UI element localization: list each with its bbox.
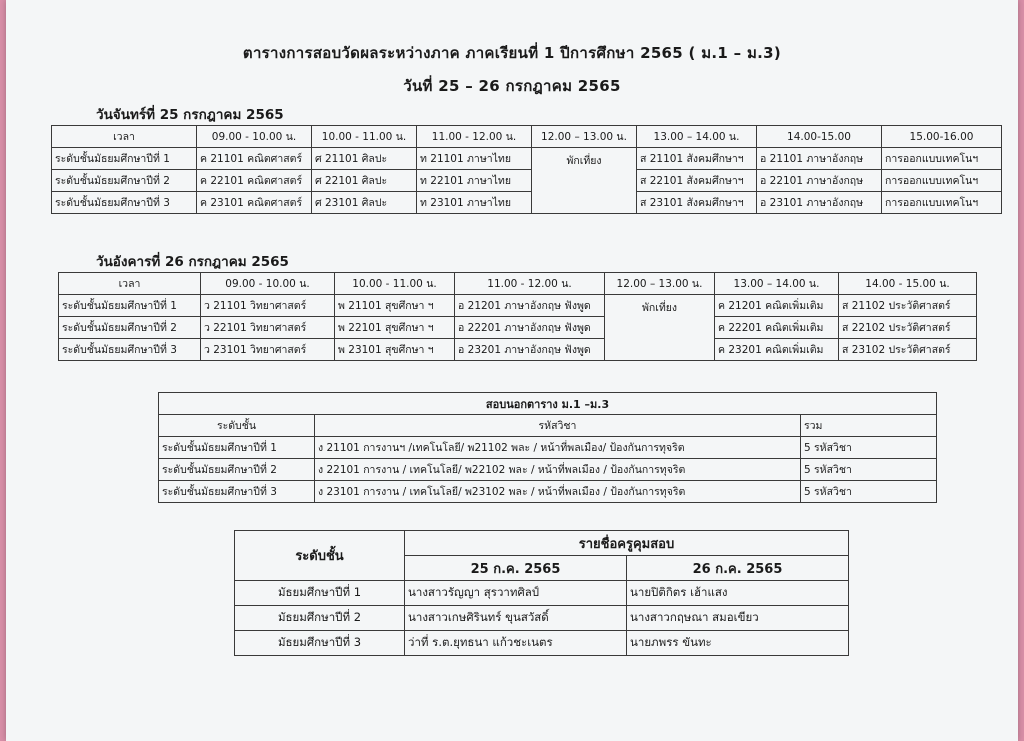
- level-cell: ระดับชั้นมัธยมศึกษาปีที่ 3: [52, 192, 197, 214]
- outside-schedule-title: สอบนอกตาราง ม.1 –ม.3: [159, 393, 937, 415]
- subject-cell: ท 21101 ภาษาไทย: [417, 148, 532, 170]
- level-cell: ระดับชั้นมัธยมศึกษาปีที่ 1: [52, 148, 197, 170]
- subject-cell: อ 22101 ภาษาอังกฤษ: [757, 170, 882, 192]
- header-cell: 14.00-15.00: [757, 126, 882, 148]
- level-cell: ระดับชั้นมัธยมศึกษาปีที่ 3: [59, 339, 201, 361]
- subject-cell: ส 23101 สังคมศึกษาฯ: [637, 192, 757, 214]
- subject-cell: ส 21102 ประวัติศาสตร์: [839, 295, 977, 317]
- day1-header-row: [52, 126, 1002, 148]
- day1-table: [51, 125, 1002, 214]
- subject-cell: ค 23101 คณิตศาสตร์: [197, 192, 312, 214]
- outside-schedule-table: [158, 392, 937, 503]
- subject-cell: ค 21201 คณิตเพิ่มเติม: [715, 295, 839, 317]
- level-cell: ระดับชั้นมัธยมศึกษาปีที่ 1: [159, 437, 315, 459]
- proctor-name-cell: นายปิติกิตร เฮ้าแสง: [627, 581, 849, 606]
- proctors-date2: 26 ก.ค. 2565: [627, 556, 849, 581]
- header-cell: เวลา: [52, 126, 197, 148]
- subject-cell: พ 22101 สุขศึกษา ฯ: [335, 317, 455, 339]
- subject-cell: ว 21101 วิทยาศาสตร์: [201, 295, 335, 317]
- subject-cell: อ 23201 ภาษาอังกฤษ ฟังพูด: [455, 339, 605, 361]
- subject-cell: ส 21101 สังคมศึกษาฯ: [637, 148, 757, 170]
- subject-cell: พ 23101 สุขศึกษา ฯ: [335, 339, 455, 361]
- subject-cell: ส 22102 ประวัติศาสตร์: [839, 317, 977, 339]
- subject-cell: อ 23101 ภาษาอังกฤษ: [757, 192, 882, 214]
- subject-cell: ศ 22101 ศิลปะ: [312, 170, 417, 192]
- document-title: ตารางการสอบวัดผลระหว่างภาค ภาคเรียนที่ 1 ปีการศึกษา 2565 ( ม.1 – ม.3): [242, 44, 782, 62]
- lunch-break-cell: พักเที่ยง: [605, 295, 715, 361]
- level-cell: มัธยมศึกษาปีที่ 3: [235, 631, 405, 656]
- header-cell: 13.00 – 14.00 น.: [637, 126, 757, 148]
- subject-cell: การออกแบบเทคโนฯ: [882, 192, 1002, 214]
- header-cell: 12.00 – 13.00 น.: [532, 126, 637, 148]
- day2-heading: วันอังคารที่ 26 กรกฎาคม 2565: [96, 254, 289, 270]
- subject-cell: ศ 23101 ศิลปะ: [312, 192, 417, 214]
- subject-cell: ค 23201 คณิตเพิ่มเติม: [715, 339, 839, 361]
- table-row: [52, 170, 1002, 192]
- proctors-header-row: [235, 531, 849, 556]
- subject-cell: อ 22201 ภาษาอังกฤษ ฟังพูด: [455, 317, 605, 339]
- header-cell: 09.00 - 10.00 น.: [197, 126, 312, 148]
- subject-cell: ว 22101 วิทยาศาสตร์: [201, 317, 335, 339]
- subject-cell: อ 21101 ภาษาอังกฤษ: [757, 148, 882, 170]
- level-cell: มัธยมศึกษาปีที่ 1: [235, 581, 405, 606]
- level-cell: ระดับชั้นมัธยมศึกษาปีที่ 2: [59, 317, 201, 339]
- subject-cell: พ 21101 สุขศึกษา ฯ: [335, 295, 455, 317]
- subject-cell: ท 22101 ภาษาไทย: [417, 170, 532, 192]
- subject-cell: การออกแบบเทคโนฯ: [882, 148, 1002, 170]
- header-cell: 10.00 - 11.00 น.: [335, 273, 455, 295]
- header-cell: เวลา: [59, 273, 201, 295]
- exam-schedule-paper: [6, 0, 1018, 741]
- total-cell: 5 รหัสวิชา: [801, 437, 937, 459]
- header-cell: 10.00 - 11.00 น.: [312, 126, 417, 148]
- table-row: [235, 606, 849, 631]
- header-cell: 13.00 – 14.00 น.: [715, 273, 839, 295]
- header-cell: 11.00 - 12.00 น.: [455, 273, 605, 295]
- proctors-date1: 25 ก.ค. 2565: [405, 556, 627, 581]
- header-cell: 09.00 - 10.00 น.: [201, 273, 335, 295]
- proctor-name-cell: นางสาวกฤษณา สมอเขียว: [627, 606, 849, 631]
- table-row: [52, 192, 1002, 214]
- codes-cell: ง 21101 การงานฯ /เทคโนโลยี/ พ21102 พละ / หน้าที่พลเมือง/ ป้องกันการทุจริต: [315, 437, 801, 459]
- header-cell: รหัสวิชา: [315, 415, 801, 437]
- subject-cell: ค 21101 คณิตศาสตร์: [197, 148, 312, 170]
- proctors-table: [234, 530, 849, 656]
- header-cell: 14.00 - 15.00 น.: [839, 273, 977, 295]
- subject-cell: ท 23101 ภาษาไทย: [417, 192, 532, 214]
- subject-cell: ส 22101 สังคมศึกษาฯ: [637, 170, 757, 192]
- subject-cell: การออกแบบเทคโนฯ: [882, 170, 1002, 192]
- header-cell: 15.00-16.00: [882, 126, 1002, 148]
- subject-cell: อ 21201 ภาษาอังกฤษ ฟังพูด: [455, 295, 605, 317]
- lunch-break-cell: พักเที่ยง: [532, 148, 637, 214]
- table-row: [159, 437, 937, 459]
- total-cell: 5 รหัสวิชา: [801, 459, 937, 481]
- table-row: [59, 317, 977, 339]
- codes-cell: ง 23101 การงาน / เทคโนโลยี/ พ23102 พละ / หน้าที่พลเมือง / ป้องกันการทุจริต: [315, 481, 801, 503]
- subject-cell: ค 22201 คณิตเพิ่มเติม: [715, 317, 839, 339]
- header-cell: ระดับชั้น: [159, 415, 315, 437]
- day1-heading: วันจันทร์ที่ 25 กรกฎาคม 2565: [96, 107, 284, 123]
- level-cell: ระดับชั้นมัธยมศึกษาปีที่ 2: [52, 170, 197, 192]
- table-row: [59, 295, 977, 317]
- table-row: [52, 148, 1002, 170]
- table-row: [235, 581, 849, 606]
- document-date-range: วันที่ 25 – 26 กรกฎาคม 2565: [403, 77, 621, 95]
- header-cell: 12.00 – 13.00 น.: [605, 273, 715, 295]
- header-cell: รวม: [801, 415, 937, 437]
- subject-cell: ว 23101 วิทยาศาสตร์: [201, 339, 335, 361]
- header-cell: 11.00 - 12.00 น.: [417, 126, 532, 148]
- subject-cell: ศ 21101 ศิลปะ: [312, 148, 417, 170]
- subject-cell: ส 23102 ประวัติศาสตร์: [839, 339, 977, 361]
- day2-header-row: [59, 273, 977, 295]
- codes-cell: ง 22101 การงาน / เทคโนโลยี/ พ22102 พละ / หน้าที่พลเมือง / ป้องกันการทุจริต: [315, 459, 801, 481]
- table-row: [159, 459, 937, 481]
- day2-table: [58, 272, 977, 361]
- outside-header-row: [159, 415, 937, 437]
- level-cell: ระดับชั้นมัธยมศึกษาปีที่ 3: [159, 481, 315, 503]
- proctors-level-header: ระดับชั้น: [235, 531, 405, 581]
- table-row: [59, 339, 977, 361]
- subject-cell: ค 22101 คณิตศาสตร์: [197, 170, 312, 192]
- total-cell: 5 รหัสวิชา: [801, 481, 937, 503]
- level-cell: มัธยมศึกษาปีที่ 2: [235, 606, 405, 631]
- level-cell: ระดับชั้นมัธยมศึกษาปีที่ 1: [59, 295, 201, 317]
- proctor-name-cell: ว่าที่ ร.ต.ยุทธนา แก้วชะเนตร: [405, 631, 627, 656]
- proctors-names-header: รายชื่อครูคุมสอบ: [405, 531, 849, 556]
- table-row: [235, 631, 849, 656]
- proctor-name-cell: นางสาวรัญญา สุรวาทศิลป์: [405, 581, 627, 606]
- level-cell: ระดับชั้นมัธยมศึกษาปีที่ 2: [159, 459, 315, 481]
- table-row: [159, 481, 937, 503]
- proctor-name-cell: นางสาวเกษศิรินทร์ ขุนสวัสดิ์: [405, 606, 627, 631]
- outside-title-row: [159, 393, 937, 415]
- proctor-name-cell: นายภพรร ขันทะ: [627, 631, 849, 656]
